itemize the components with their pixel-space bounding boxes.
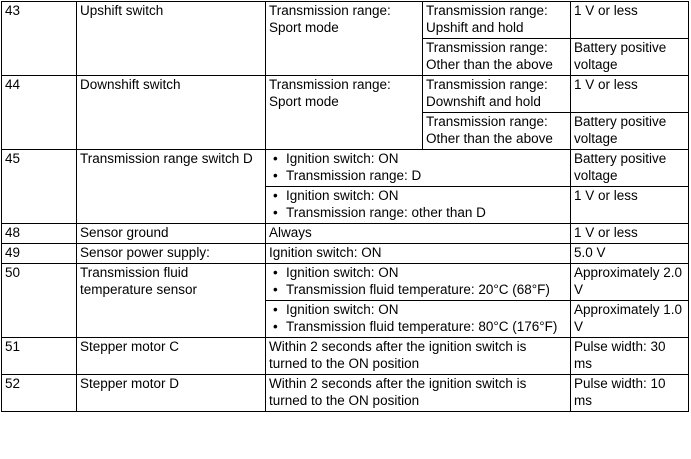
condition-list (266, 264, 571, 301)
terminal-number: 49 (2, 244, 77, 264)
condition: Transmission range: Sport mode (266, 2, 423, 76)
sub-condition: Transmission range: Downshift and hold (423, 76, 571, 113)
standard-value: 1 V or less (571, 2, 689, 39)
condition: Ignition switch: ON (266, 244, 571, 264)
standard-value: 1 V or less (571, 76, 689, 113)
signal-name: Stepper motor D (77, 375, 266, 412)
table-row (2, 76, 689, 113)
sub-condition: Transmission range: Other than the above (423, 113, 571, 150)
table-row (2, 244, 689, 264)
terminal-number: 52 (2, 375, 77, 412)
signal-name: Sensor ground (77, 224, 266, 244)
bullet-item: • Transmission fluid temperature: 20°C (68°F) (286, 281, 567, 298)
condition-list (266, 301, 571, 338)
standard-value: Pulse width: 10 ms (571, 375, 689, 412)
terminal-spec-table (1, 1, 689, 412)
table-row (2, 2, 689, 39)
terminal-number: 43 (2, 2, 77, 76)
signal-name: Transmission range switch D (77, 150, 266, 224)
condition: Transmission range: Sport mode (266, 76, 423, 150)
signal-name: Transmission fluid temperature sensor (77, 264, 266, 338)
table-row (2, 338, 689, 375)
table-row (2, 375, 689, 412)
table-row (2, 264, 689, 301)
sub-condition: Transmission range: Other than the above (423, 39, 571, 76)
bullet-item: • Ignition switch: ON (286, 264, 567, 281)
bullet-item: • Transmission range: other than D (286, 204, 567, 221)
bullet-item: • Ignition switch: ON (286, 150, 567, 167)
sub-condition: Transmission range: Upshift and hold (423, 2, 571, 39)
terminal-number: 51 (2, 338, 77, 375)
terminal-number: 44 (2, 76, 77, 150)
standard-value: Approximately 2.0 V (571, 264, 689, 301)
standard-value: Pulse width: 30 ms (571, 338, 689, 375)
standard-value: 5.0 V (571, 244, 689, 264)
bullet-item: • Ignition switch: ON (286, 301, 567, 318)
terminal-number: 48 (2, 224, 77, 244)
condition: Within 2 seconds after the ignition switch is turned to the ON position (266, 375, 571, 412)
standard-value: Approximately 1.0 V (571, 301, 689, 338)
bullet-item: • Ignition switch: ON (286, 187, 567, 204)
standard-value: Battery positive voltage (571, 150, 689, 187)
condition: Always (266, 224, 571, 244)
bullet-item: • Transmission range: D (286, 167, 567, 184)
terminal-number: 45 (2, 150, 77, 224)
signal-name: Sensor power supply: (77, 244, 266, 264)
standard-value: Battery positive voltage (571, 39, 689, 76)
standard-value: 1 V or less (571, 187, 689, 224)
terminal-number: 50 (2, 264, 77, 338)
signal-name: Downshift switch (77, 76, 266, 150)
signal-name: Upshift switch (77, 2, 266, 76)
table-row (2, 150, 689, 187)
condition-list (266, 150, 571, 187)
standard-value: 1 V or less (571, 224, 689, 244)
table-row (2, 224, 689, 244)
standard-value: Battery positive voltage (571, 113, 689, 150)
condition-list (266, 187, 571, 224)
bullet-item: • Transmission fluid temperature: 80°C (176°F) (286, 318, 567, 335)
condition: Within 2 seconds after the ignition switch is turned to the ON position (266, 338, 571, 375)
signal-name: Stepper motor C (77, 338, 266, 375)
